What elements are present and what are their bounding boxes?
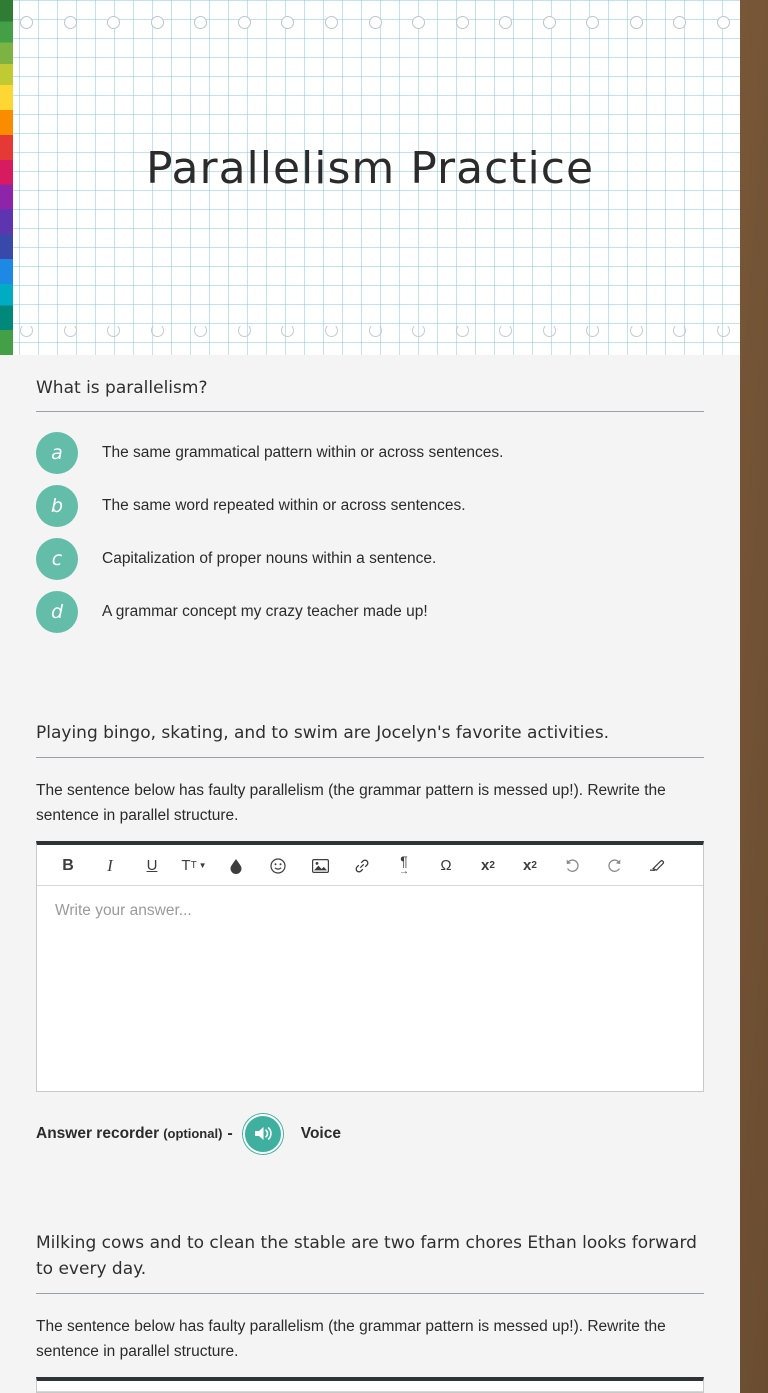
punch-hole-icon	[717, 324, 730, 337]
recorder-dash: -	[227, 1124, 233, 1142]
choice-label: The same word repeated within or across sentences.	[102, 497, 466, 515]
page-title: Parallelism Practice	[145, 143, 595, 194]
punch-hole-icon	[369, 324, 382, 337]
punch-hole-icon	[194, 324, 207, 337]
question-3-instructions: The sentence below has faulty parallelism (the grammar pattern is messed up!). Rewrite the sentence in parallel structure.	[36, 1317, 666, 1361]
punch-hole-icon	[456, 324, 469, 337]
paragraph-direction-icon[interactable]: ¶ →	[399, 853, 409, 878]
punch-hole-icon	[64, 16, 77, 29]
punch-hole-icon	[673, 324, 686, 337]
answer-recorder-2[interactable]	[36, 1114, 704, 1154]
text-size-icon[interactable]: T T ▼	[181, 857, 207, 875]
question-3-prompt: Milking cows and to clean the stable are two farm chores Ethan looks forward to every day.	[36, 1230, 704, 1294]
punch-hole-icon	[281, 16, 294, 29]
choice-letter-bubble[interactable]: b	[36, 485, 78, 527]
question-block-2	[0, 700, 740, 1153]
text-color-icon[interactable]	[215, 851, 257, 881]
choice-option-d[interactable]	[36, 591, 704, 633]
punch-hole-icon	[20, 16, 33, 29]
punch-hole-icon	[499, 324, 512, 337]
punch-hole-icon	[151, 324, 164, 337]
choice-letter-bubble[interactable]: c	[36, 538, 78, 580]
punch-hole-icon	[151, 16, 164, 29]
punch-hole-icon	[543, 16, 556, 29]
choice-label: Capitalization of proper nouns within a sentence.	[102, 550, 437, 568]
speaker-icon[interactable]	[243, 1114, 283, 1154]
rich-text-editor-3[interactable]	[36, 1377, 704, 1393]
punch-hole-icon	[281, 324, 294, 337]
choice-option-b[interactable]	[36, 485, 704, 527]
punch-hole-icon	[543, 324, 556, 337]
choice-option-a[interactable]	[36, 432, 704, 474]
punch-hole-icon	[325, 16, 338, 29]
emoji-icon[interactable]	[257, 851, 299, 881]
punch-hole-icon	[238, 16, 251, 29]
worksheet-content	[0, 355, 740, 1393]
section-spacer	[0, 1154, 740, 1210]
recorder-optional-label: (optional)	[163, 1126, 223, 1142]
punch-hole-icon	[630, 324, 643, 337]
punch-holes-top	[20, 11, 730, 33]
punch-hole-icon	[630, 16, 643, 29]
choice-option-c[interactable]	[36, 538, 704, 580]
punch-hole-icon	[238, 324, 251, 337]
punch-hole-icon	[107, 324, 120, 337]
recorder-mode-label: Voice	[300, 1124, 341, 1142]
answer-textarea-2[interactable]: Write your answer...	[55, 901, 192, 919]
recorder-label: Answer recorder	[36, 1124, 160, 1142]
punch-hole-icon	[412, 16, 425, 29]
subscript-icon[interactable]: x 2	[481, 857, 495, 875]
underline-icon[interactable]: U	[146, 857, 158, 875]
editor-toolbar[interactable]	[37, 1381, 703, 1392]
question-1-prompt: What is parallelism?	[36, 375, 704, 412]
undo-icon[interactable]	[551, 851, 593, 881]
punch-hole-icon	[369, 16, 382, 29]
punch-hole-icon	[499, 16, 512, 29]
punch-hole-icon	[717, 16, 730, 29]
image-icon[interactable]	[299, 851, 341, 881]
editor-toolbar[interactable]	[37, 845, 703, 886]
punch-hole-icon	[107, 16, 120, 29]
punch-hole-icon	[673, 16, 686, 29]
punch-hole-icon	[64, 324, 77, 337]
punch-holes-bottom	[20, 319, 730, 341]
superscript-icon[interactable]: x 2	[523, 857, 537, 875]
choice-label: A grammar concept my crazy teacher made up!	[102, 603, 428, 621]
link-icon[interactable]	[341, 851, 383, 881]
bold-icon[interactable]: B	[62, 856, 74, 874]
punch-hole-icon	[325, 324, 338, 337]
choice-letter-bubble[interactable]: d	[36, 591, 78, 633]
italic-icon[interactable]: I	[107, 855, 113, 875]
special-character-icon[interactable]: Ω	[440, 857, 452, 875]
choice-label: The same grammatical pattern within or across sentences.	[102, 444, 504, 462]
clear-formatting-icon[interactable]	[635, 851, 677, 881]
punch-hole-icon	[20, 324, 33, 337]
punch-hole-icon	[456, 16, 469, 29]
question-2-instructions: The sentence below has faulty parallelism (the grammar pattern is messed up!). Rewrite the sentence in parallel structure.	[36, 781, 666, 825]
rich-text-editor-2[interactable]	[36, 841, 704, 1092]
choice-letter-bubble[interactable]: a	[36, 432, 78, 474]
section-spacer	[0, 644, 740, 700]
punch-hole-icon	[412, 324, 425, 337]
question-block-1	[0, 355, 740, 633]
punch-hole-icon	[586, 16, 599, 29]
redo-icon[interactable]	[593, 851, 635, 881]
question-block-3	[0, 1210, 740, 1393]
worksheet-header	[0, 0, 740, 355]
question-2-prompt: Playing bingo, skating, and to swim are Jocelyn's favorite activities.	[36, 720, 704, 757]
punch-hole-icon	[194, 16, 207, 29]
punch-hole-icon	[586, 324, 599, 337]
